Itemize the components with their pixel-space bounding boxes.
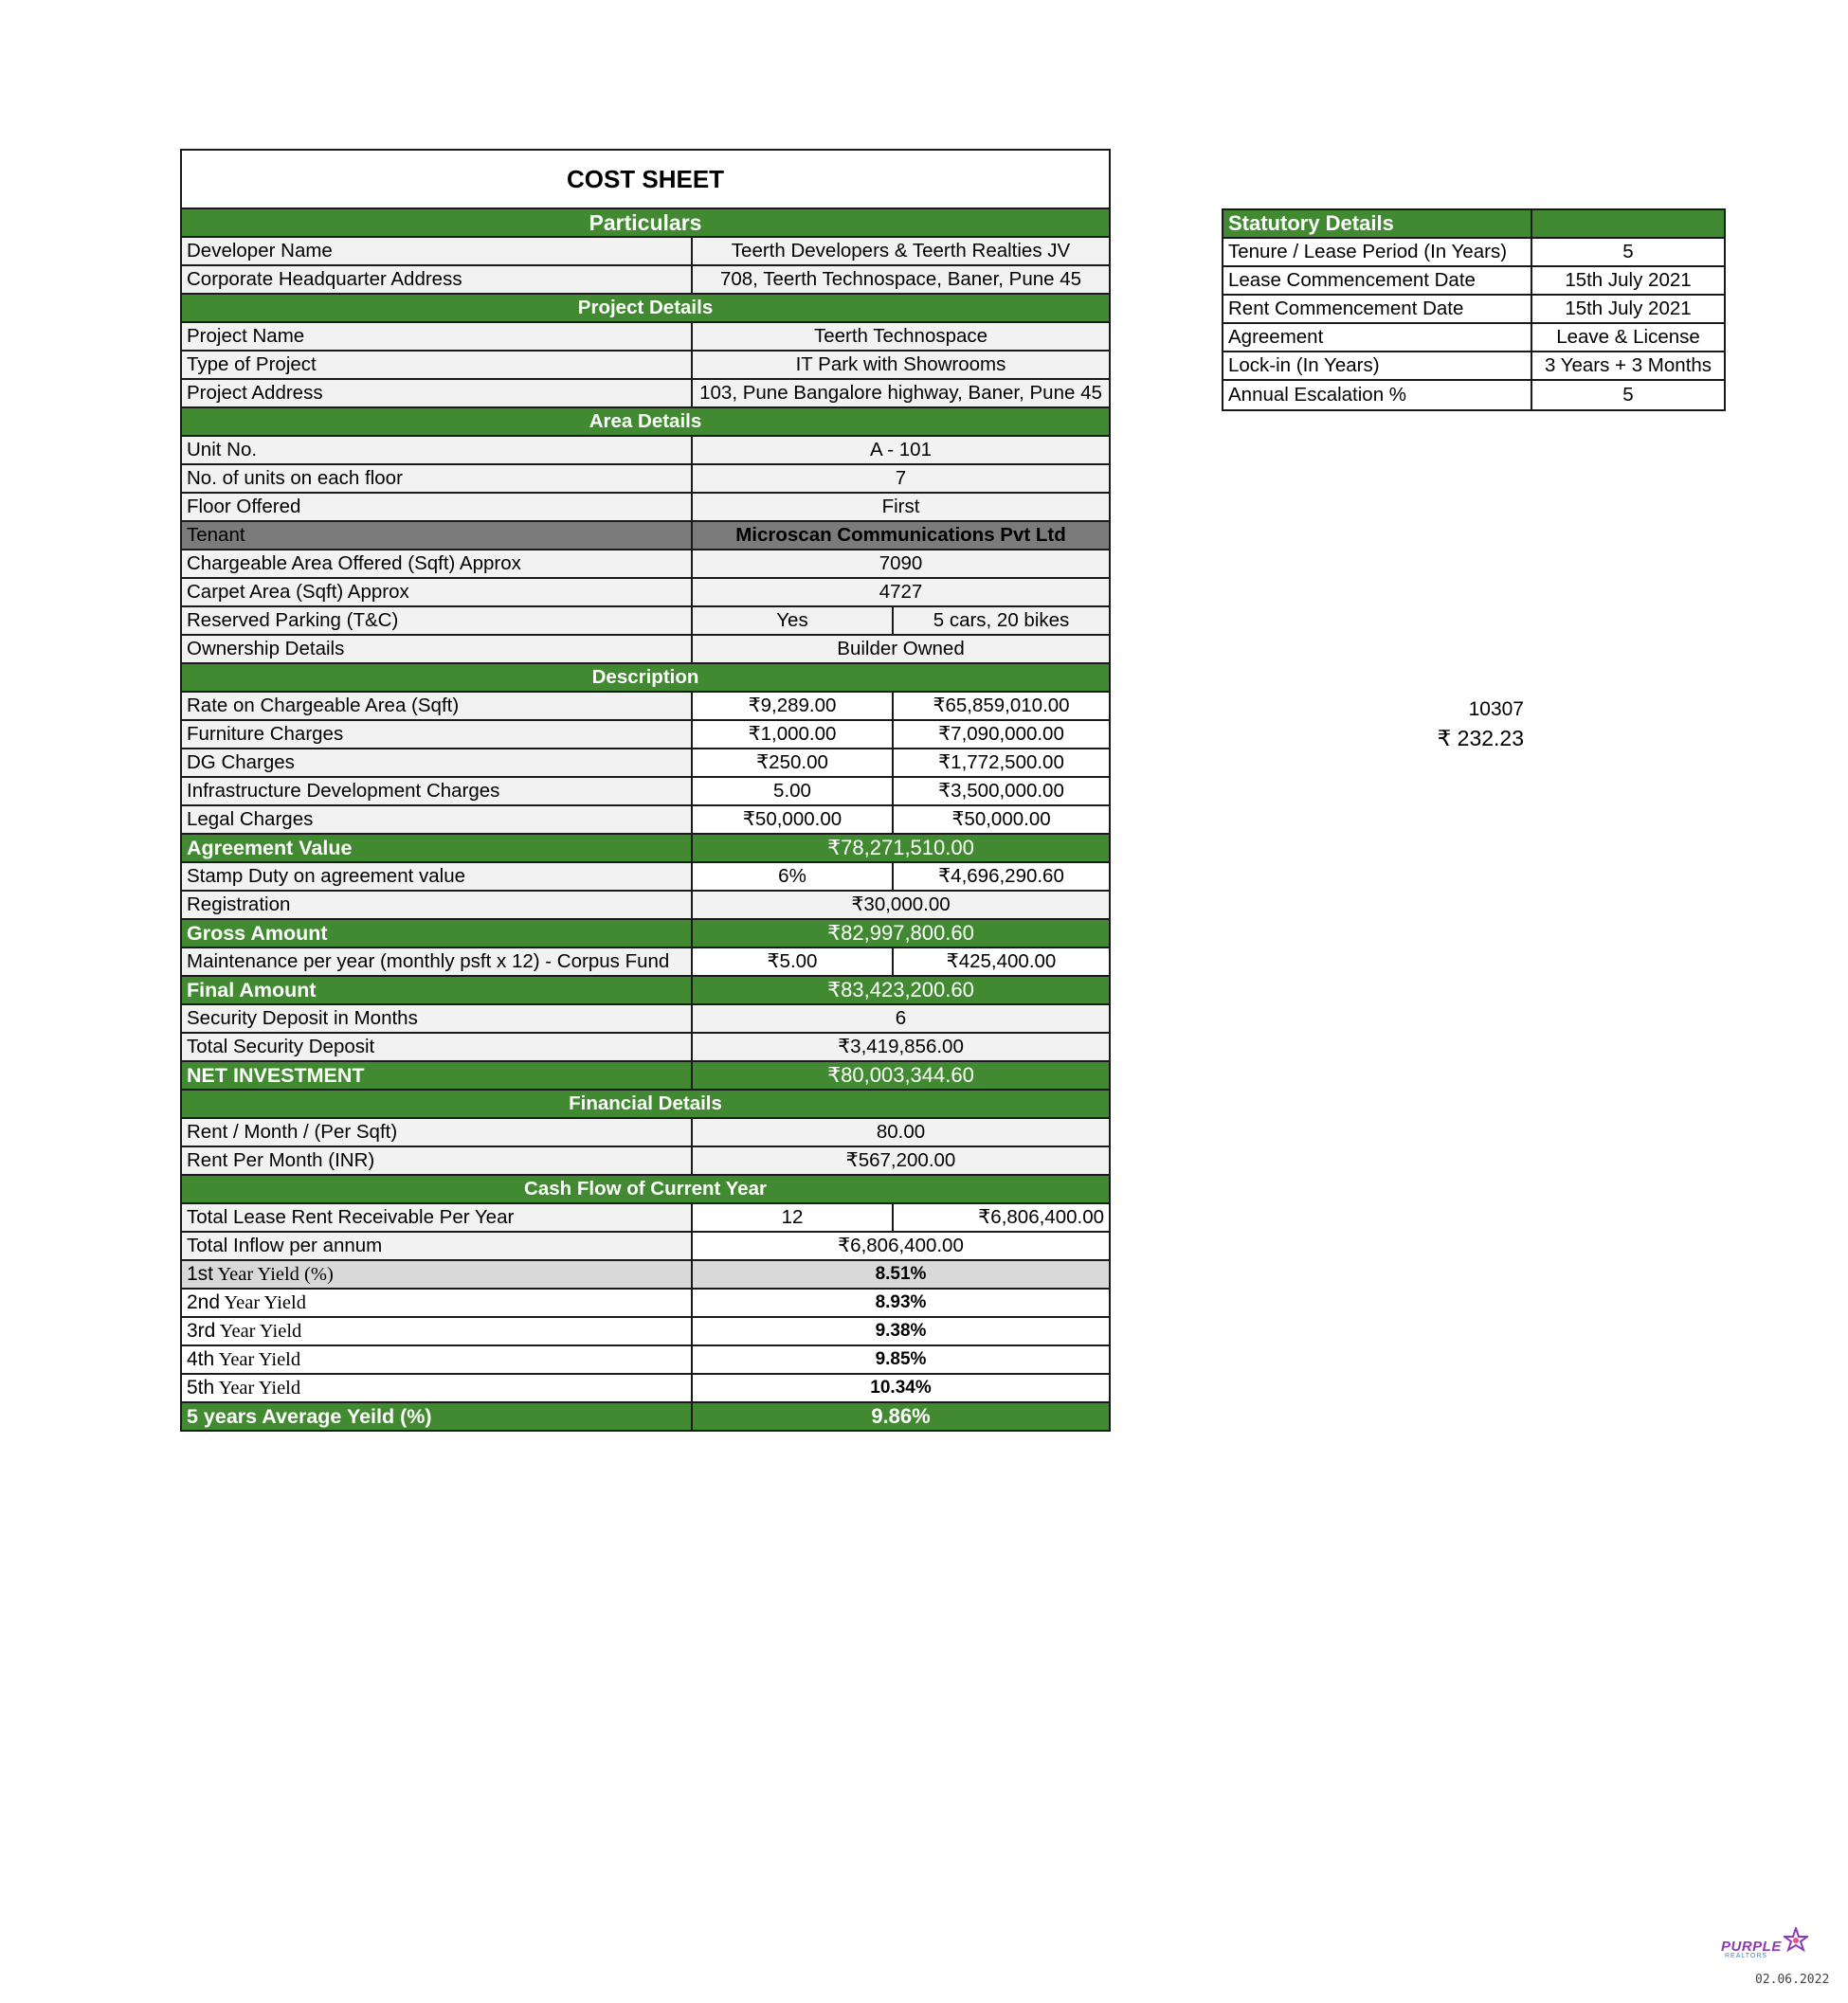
yield-value: 8.51% xyxy=(692,1260,1110,1289)
row-value: ₹425,400.00 xyxy=(893,947,1110,976)
statutory-header: Statutory Details xyxy=(1223,209,1531,238)
row-label: Reserved Parking (T&C) xyxy=(181,606,692,635)
row-value: 5.00 xyxy=(692,777,893,805)
table-row xyxy=(181,606,1110,635)
yield-value: 10.34% xyxy=(692,1374,1110,1402)
table-row xyxy=(181,720,1110,749)
row-value: ₹30,000.00 xyxy=(692,891,1110,919)
row-value: Yes xyxy=(692,606,893,635)
yield-row-3 xyxy=(181,1317,1110,1345)
row-label: Rate on Chargeable Area (Sqft) xyxy=(181,692,692,720)
row-label: Rent Per Month (INR) xyxy=(181,1146,692,1175)
table-row xyxy=(1223,380,1725,410)
row-label: Total Inflow per annum xyxy=(181,1232,692,1260)
row-value: 9.86% xyxy=(692,1402,1110,1431)
table-row xyxy=(1223,323,1725,352)
row-value: ₹78,271,510.00 xyxy=(692,834,1110,862)
row-label: 5 years Average Yeild (%) xyxy=(181,1402,692,1431)
row-label: Unit No. xyxy=(181,436,692,464)
row-value: 6% xyxy=(692,862,893,891)
yield-value: 9.85% xyxy=(692,1345,1110,1374)
row-value: ₹6,806,400.00 xyxy=(692,1232,1110,1260)
yield-label: 3rd Year Yield xyxy=(181,1317,692,1345)
row-value: ₹82,997,800.60 xyxy=(692,919,1110,947)
section-financial-details: Financial Details xyxy=(181,1090,1110,1118)
row-label: Gross Amount xyxy=(181,919,692,947)
table-row xyxy=(181,550,1110,578)
row-value: 3 Years + 3 Months xyxy=(1531,352,1725,380)
row-value: 80.00 xyxy=(692,1118,1110,1146)
average-yield-row xyxy=(181,1402,1110,1431)
yield-row-1 xyxy=(181,1260,1110,1289)
table-row xyxy=(181,777,1110,805)
row-value: 5 xyxy=(1531,380,1725,410)
row-label: Carpet Area (Sqft) Approx xyxy=(181,578,692,606)
table-row xyxy=(181,891,1110,919)
table-row xyxy=(181,635,1110,663)
section-description: Description xyxy=(181,663,1110,692)
row-label: Rent / Month / (Per Sqft) xyxy=(181,1118,692,1146)
table-row xyxy=(1223,266,1725,295)
agreement-value-row xyxy=(181,834,1110,862)
table-row xyxy=(181,1118,1110,1146)
row-label: NET INVESTMENT xyxy=(181,1061,692,1090)
row-label: Project Address xyxy=(181,379,692,407)
final-amount-row xyxy=(181,976,1110,1004)
row-label: Infrastructure Development Charges xyxy=(181,777,692,805)
yield-value: 8.93% xyxy=(692,1289,1110,1317)
row-value: 15th July 2021 xyxy=(1531,295,1725,323)
yield-row-4 xyxy=(181,1345,1110,1374)
row-value: ₹80,003,344.60 xyxy=(692,1061,1110,1090)
row-label: Tenant xyxy=(181,521,692,550)
row-label: Floor Offered xyxy=(181,493,692,521)
row-value: 15th July 2021 xyxy=(1531,266,1725,295)
table-row xyxy=(181,578,1110,606)
row-value: ₹5.00 xyxy=(692,947,893,976)
logo-subtext: REALTORS xyxy=(1725,1953,1768,1959)
row-label: Annual Escalation % xyxy=(1223,380,1531,410)
section-project-details: Project Details xyxy=(181,294,1110,322)
row-label: Total Security Deposit xyxy=(181,1033,692,1061)
yield-label: 4th Year Yield xyxy=(181,1345,692,1374)
yield-value: 9.38% xyxy=(692,1317,1110,1345)
table-row xyxy=(181,749,1110,777)
table-row xyxy=(181,493,1110,521)
yield-label: 2nd Year Yield xyxy=(181,1289,692,1317)
table-row xyxy=(181,1203,1110,1232)
table-row xyxy=(181,947,1110,976)
row-label: Maintenance per year (monthly psft x 12) - Corpus Fund xyxy=(181,947,692,976)
table-row xyxy=(1223,295,1725,323)
row-value: ₹1,000.00 xyxy=(692,720,893,749)
yield-row-2 xyxy=(181,1289,1110,1317)
row-value: 103, Pune Bangalore highway, Baner, Pune 45 xyxy=(692,379,1110,407)
row-value: Builder Owned xyxy=(692,635,1110,663)
statutory-details-table xyxy=(1222,208,1726,411)
row-label: Rent Commencement Date xyxy=(1223,295,1531,323)
row-label: Stamp Duty on agreement value xyxy=(181,862,692,891)
row-label: Security Deposit in Months xyxy=(181,1004,692,1033)
net-investment-row xyxy=(181,1061,1110,1090)
row-label: Legal Charges xyxy=(181,805,692,834)
side-value-area: 10307 xyxy=(1468,698,1524,720)
row-label: No. of units on each floor xyxy=(181,464,692,493)
row-value: ₹6,806,400.00 xyxy=(893,1203,1110,1232)
tenant-row xyxy=(181,521,1110,550)
row-label: Project Name xyxy=(181,322,692,351)
row-value: Teerth Developers & Teerth Realties JV xyxy=(692,237,1110,265)
table-row xyxy=(181,436,1110,464)
cost-sheet-title: COST SHEET xyxy=(181,150,1110,208)
row-label: Agreement xyxy=(1223,323,1531,352)
row-value: 5 cars, 20 bikes xyxy=(893,606,1110,635)
table-row xyxy=(181,692,1110,720)
star-logo-icon xyxy=(1784,1927,1808,1952)
row-value: ₹3,500,000.00 xyxy=(893,777,1110,805)
cost-sheet-table xyxy=(180,149,1111,1432)
row-label: DG Charges xyxy=(181,749,692,777)
row-value: ₹7,090,000.00 xyxy=(893,720,1110,749)
row-value: A - 101 xyxy=(692,436,1110,464)
row-value: Leave & License xyxy=(1531,323,1725,352)
row-value: Teerth Technospace xyxy=(692,322,1110,351)
logo-text: PURPLE xyxy=(1721,1939,1782,1955)
row-label: Furniture Charges xyxy=(181,720,692,749)
row-value: 5 xyxy=(1531,238,1725,266)
row-value: First xyxy=(692,493,1110,521)
table-row xyxy=(181,265,1110,294)
row-value: ₹9,289.00 xyxy=(692,692,893,720)
table-row xyxy=(181,1004,1110,1033)
row-value: 4727 xyxy=(692,578,1110,606)
row-value: ₹250.00 xyxy=(692,749,893,777)
gross-amount-row xyxy=(181,919,1110,947)
row-value: ₹50,000.00 xyxy=(893,805,1110,834)
tenant-value: Microscan Communications Pvt Ltd xyxy=(692,521,1110,550)
section-particulars: Particulars xyxy=(181,208,1110,237)
row-label: Lease Commencement Date xyxy=(1223,266,1531,295)
statutory-header-blank xyxy=(1531,209,1725,238)
row-value: ₹4,696,290.60 xyxy=(893,862,1110,891)
row-value: 6 xyxy=(692,1004,1110,1033)
row-label: Developer Name xyxy=(181,237,692,265)
row-label: Registration xyxy=(181,891,692,919)
table-row xyxy=(181,805,1110,834)
table-row xyxy=(181,1146,1110,1175)
row-value: ₹3,419,856.00 xyxy=(692,1033,1110,1061)
table-row xyxy=(181,1033,1110,1061)
yield-row-5 xyxy=(181,1374,1110,1402)
table-row xyxy=(181,322,1110,351)
row-label: Ownership Details xyxy=(181,635,692,663)
table-row xyxy=(181,351,1110,379)
row-label: Agreement Value xyxy=(181,834,692,862)
row-value: ₹83,423,200.60 xyxy=(692,976,1110,1004)
table-row xyxy=(181,237,1110,265)
row-label: Total Lease Rent Receivable Per Year xyxy=(181,1203,692,1232)
row-value: ₹1,772,500.00 xyxy=(893,749,1110,777)
row-label: Chargeable Area Offered (Sqft) Approx xyxy=(181,550,692,578)
row-label: Final Amount xyxy=(181,976,692,1004)
yield-label: 1st Year Yield (%) xyxy=(181,1260,692,1289)
row-label: Corporate Headquarter Address xyxy=(181,265,692,294)
row-value: ₹50,000.00 xyxy=(692,805,893,834)
row-value: 7 xyxy=(692,464,1110,493)
date-stamp: 02.06.2022 xyxy=(1755,1973,1830,1987)
table-row xyxy=(181,1232,1110,1260)
side-value-rate: ₹ 232.23 xyxy=(1437,726,1524,750)
section-area-details: Area Details xyxy=(181,407,1110,436)
yield-label: 5th Year Yield xyxy=(181,1374,692,1402)
table-row xyxy=(1223,352,1725,380)
row-label: Type of Project xyxy=(181,351,692,379)
row-value: 7090 xyxy=(692,550,1110,578)
row-value: 12 xyxy=(692,1203,893,1232)
table-row xyxy=(181,464,1110,493)
row-value: 708, Teerth Technospace, Baner, Pune 45 xyxy=(692,265,1110,294)
row-value: IT Park with Showrooms xyxy=(692,351,1110,379)
row-label: Tenure / Lease Period (In Years) xyxy=(1223,238,1531,266)
table-row xyxy=(181,379,1110,407)
row-label: Lock-in (In Years) xyxy=(1223,352,1531,380)
table-row xyxy=(181,862,1110,891)
row-value: ₹567,200.00 xyxy=(692,1146,1110,1175)
table-row xyxy=(1223,238,1725,266)
section-cash-flow: Cash Flow of Current Year xyxy=(181,1175,1110,1203)
row-value: ₹65,859,010.00 xyxy=(893,692,1110,720)
purple-realtors-logo xyxy=(1721,1927,1806,1965)
